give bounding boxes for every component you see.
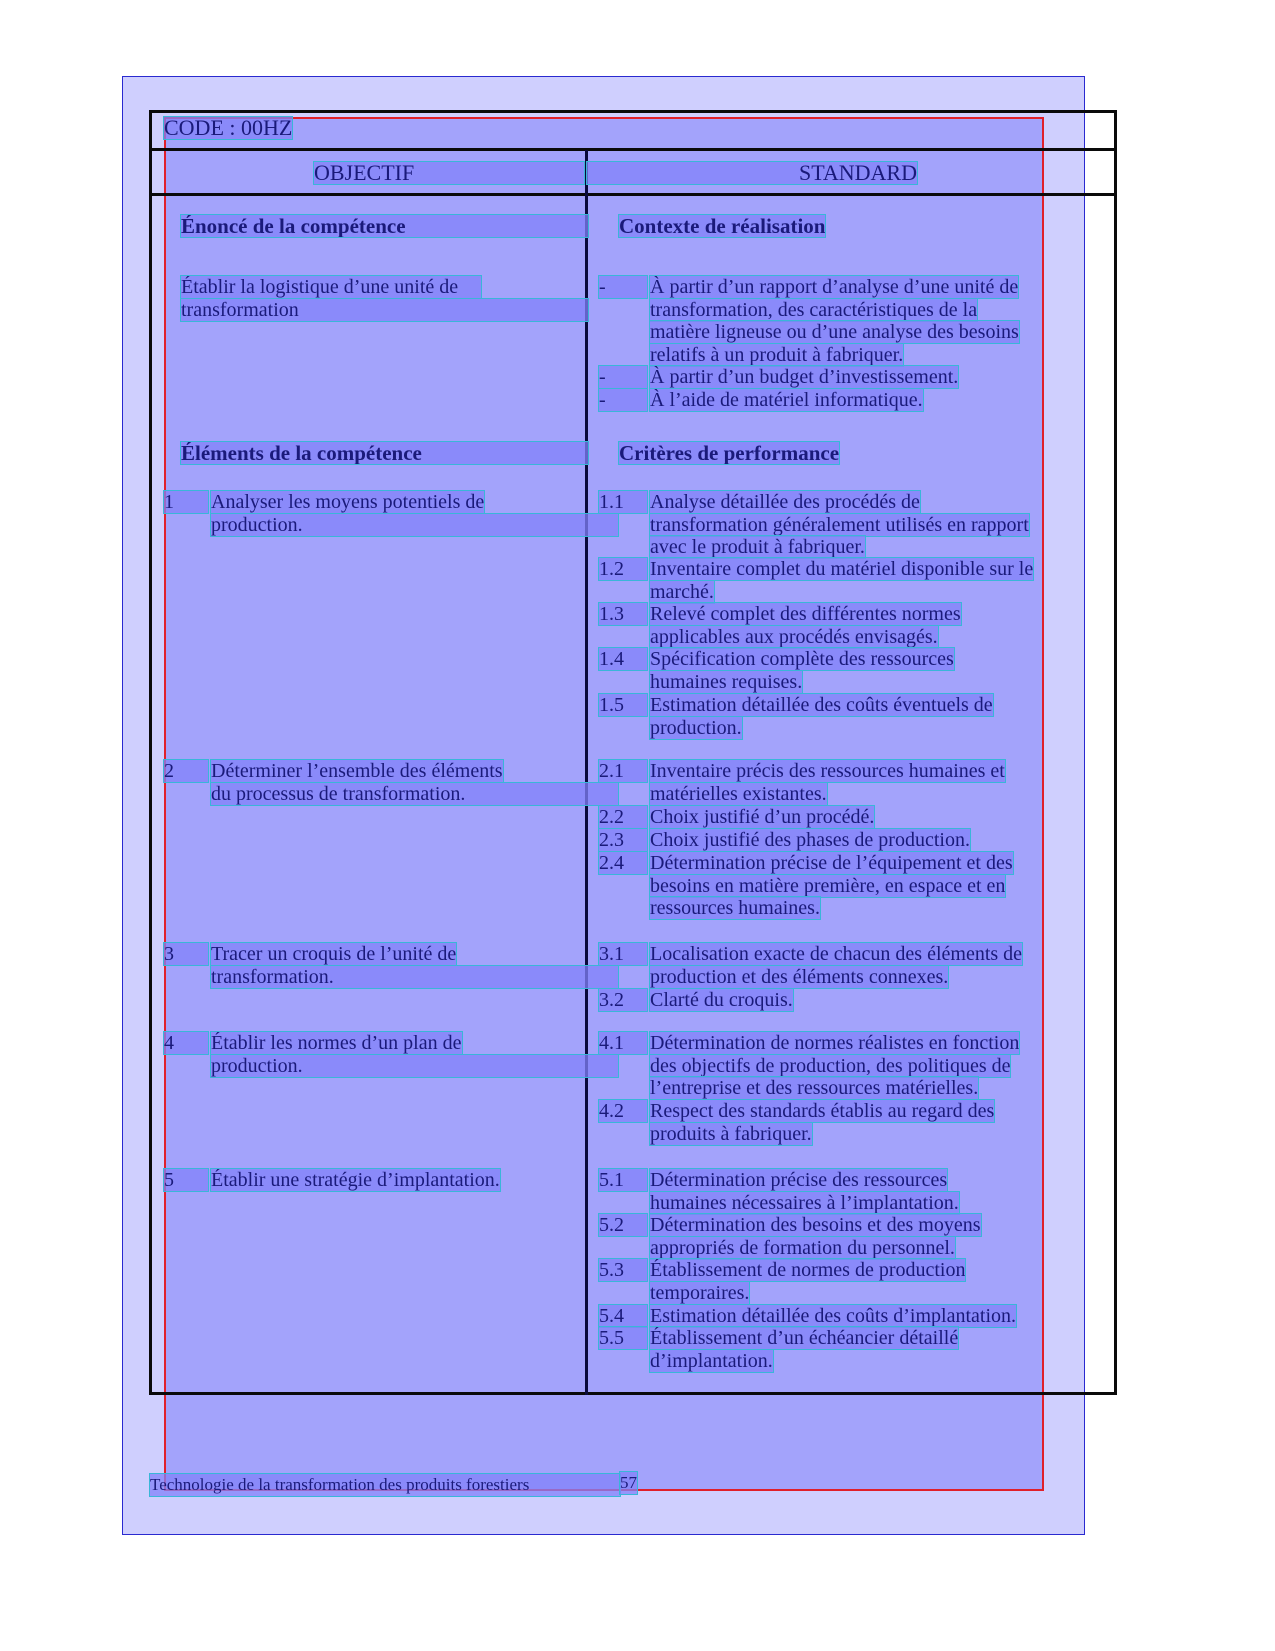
enonce-line: Établir la logistique d’une unité de — [181, 276, 481, 298]
contexte-line: À partir d’un budget d’investissement. — [650, 366, 959, 388]
critere-line: avec le produit à fabriquer. — [650, 536, 865, 559]
critere-line: production. — [650, 716, 742, 739]
table-divider-code — [149, 148, 1117, 151]
criteres-title: Critères de performance — [619, 441, 840, 465]
critere-line: Clarté du croquis. — [650, 989, 793, 1011]
contexte-line: matière ligneuse ou d’une analyse des besoins — [650, 321, 1019, 344]
critere-line: Établissement de normes de production — [650, 1259, 966, 1281]
element-line: du processus de transformation. — [211, 783, 618, 805]
element-number: 5 — [164, 1169, 208, 1191]
critere-line: Inventaire précis des ressources humaines et — [650, 760, 1005, 782]
element-line: Analyser les moyens potentiels de — [211, 491, 485, 513]
contexte-title: Contexte de réalisation — [619, 214, 826, 238]
column-divider — [585, 150, 588, 1395]
critere-line: Établissement d’un échéancier détaillé — [650, 1327, 959, 1349]
critere-line: des objectifs de production, des politiques de — [650, 1054, 1011, 1077]
critere-number: 5.2 — [599, 1214, 647, 1236]
contexte-bullet: - — [599, 389, 647, 411]
critere-line: Respect des standards établis au regard des — [650, 1100, 995, 1122]
contexte-bullet: - — [599, 276, 647, 298]
critere-line: produits à fabriquer. — [650, 1122, 812, 1145]
critere-line: d’implantation. — [650, 1349, 773, 1372]
critere-number: 1.4 — [599, 648, 647, 670]
critere-line: Relevé complet des différentes normes — [650, 603, 961, 625]
critere-number: 5.3 — [599, 1259, 647, 1281]
element-line: Tracer un croquis de l’unité de — [211, 943, 457, 965]
critere-line: Inventaire complet du matériel disponible sur le — [650, 558, 1034, 580]
contexte-line: transformation, des caractéristiques de la — [650, 298, 978, 321]
element-line: Déterminer l’ensemble des éléments — [211, 760, 503, 782]
element-line: production. — [211, 514, 618, 536]
contexte-line: À partir d’un rapport d’analyse d’une unité de — [650, 276, 1019, 298]
header-objectif: OBJECTIF — [314, 162, 584, 184]
critere-number: 1.3 — [599, 603, 647, 625]
contexte-bullet: - — [599, 366, 647, 388]
critere-line: Estimation détaillée des coûts d’implantation. — [650, 1305, 1017, 1327]
code-label: CODE : 00HZ — [164, 115, 293, 140]
critere-number: 5.4 — [599, 1305, 647, 1327]
critere-number: 2.4 — [599, 852, 647, 874]
critere-line: Détermination de normes réalistes en fonction — [650, 1032, 1020, 1054]
critere-number: 5.5 — [599, 1327, 647, 1349]
critere-line: temporaires. — [650, 1281, 750, 1304]
critere-line: appropriés de formation du personnel. — [650, 1236, 955, 1259]
critere-number: 1.5 — [599, 694, 647, 716]
critere-line: Détermination précise des ressources — [650, 1169, 948, 1191]
critere-number: 4.2 — [599, 1100, 647, 1122]
critere-line: marché. — [650, 580, 714, 603]
elements-title: Éléments de la compétence — [181, 442, 588, 464]
critere-number: 2.2 — [599, 806, 647, 828]
enonce-title: Énoncé de la compétence — [181, 215, 588, 237]
critere-line: Détermination précise de l’équipement et des — [650, 852, 1013, 874]
critere-number: 1.1 — [599, 491, 647, 513]
element-number: 4 — [164, 1032, 208, 1054]
element-line: transformation. — [211, 966, 618, 988]
element-line: Établir les normes d’un plan de — [211, 1032, 462, 1054]
element-number: 3 — [164, 943, 208, 965]
element-line: production. — [211, 1055, 618, 1077]
critere-line: Estimation détaillée des coûts éventuels de — [650, 694, 993, 716]
header-standard: STANDARD — [587, 162, 917, 184]
contexte-line: À l’aide de matériel informatique. — [650, 389, 923, 411]
critere-line: ressources humaines. — [650, 897, 820, 920]
critere-line: transformation généralement utilisés en rapport — [650, 513, 1029, 536]
critere-line: applicables aux procédés envisagés. — [650, 625, 938, 648]
critere-line: besoins en matière première, en espace et en — [650, 874, 1006, 897]
element-number: 2 — [164, 760, 208, 782]
footer-title: Technologie de la transformation des produits forestiers — [150, 1474, 620, 1496]
critere-number: 2.3 — [599, 829, 647, 851]
critere-line: production et des éléments connexes. — [650, 965, 949, 988]
critere-line: Choix justifié d’un procédé. — [650, 806, 875, 828]
critere-line: Localisation exacte de chacun des éléments de — [650, 943, 1023, 965]
table-divider-header — [149, 193, 1117, 196]
critere-line: matérielles existantes. — [650, 782, 827, 805]
critere-number: 5.1 — [599, 1169, 647, 1191]
critere-number: 4.1 — [599, 1032, 647, 1054]
critere-line: humaines requises. — [650, 670, 803, 693]
enonce-line: transformation — [181, 299, 588, 321]
critere-line: Analyse détaillée des procédés de — [650, 491, 920, 513]
critere-line: Détermination des besoins et des moyens — [650, 1214, 981, 1236]
critere-line: Spécification complète des ressources — [650, 648, 954, 670]
element-line: Établir une stratégie d’implantation. — [211, 1169, 500, 1191]
critere-line: humaines nécessaires à l’implantation. — [650, 1191, 959, 1214]
critere-number: 1.2 — [599, 558, 647, 580]
critere-number: 3.2 — [599, 989, 647, 1011]
page-number: 57 — [620, 1473, 637, 1492]
element-number: 1 — [164, 491, 208, 513]
critere-number: 3.1 — [599, 943, 647, 965]
critere-line: l’entreprise et des ressources matérielles. — [650, 1077, 979, 1100]
critere-line: Choix justifié des phases de production. — [650, 829, 970, 851]
critere-number: 2.1 — [599, 760, 647, 782]
contexte-line: relatifs à un produit à fabriquer. — [650, 343, 904, 366]
